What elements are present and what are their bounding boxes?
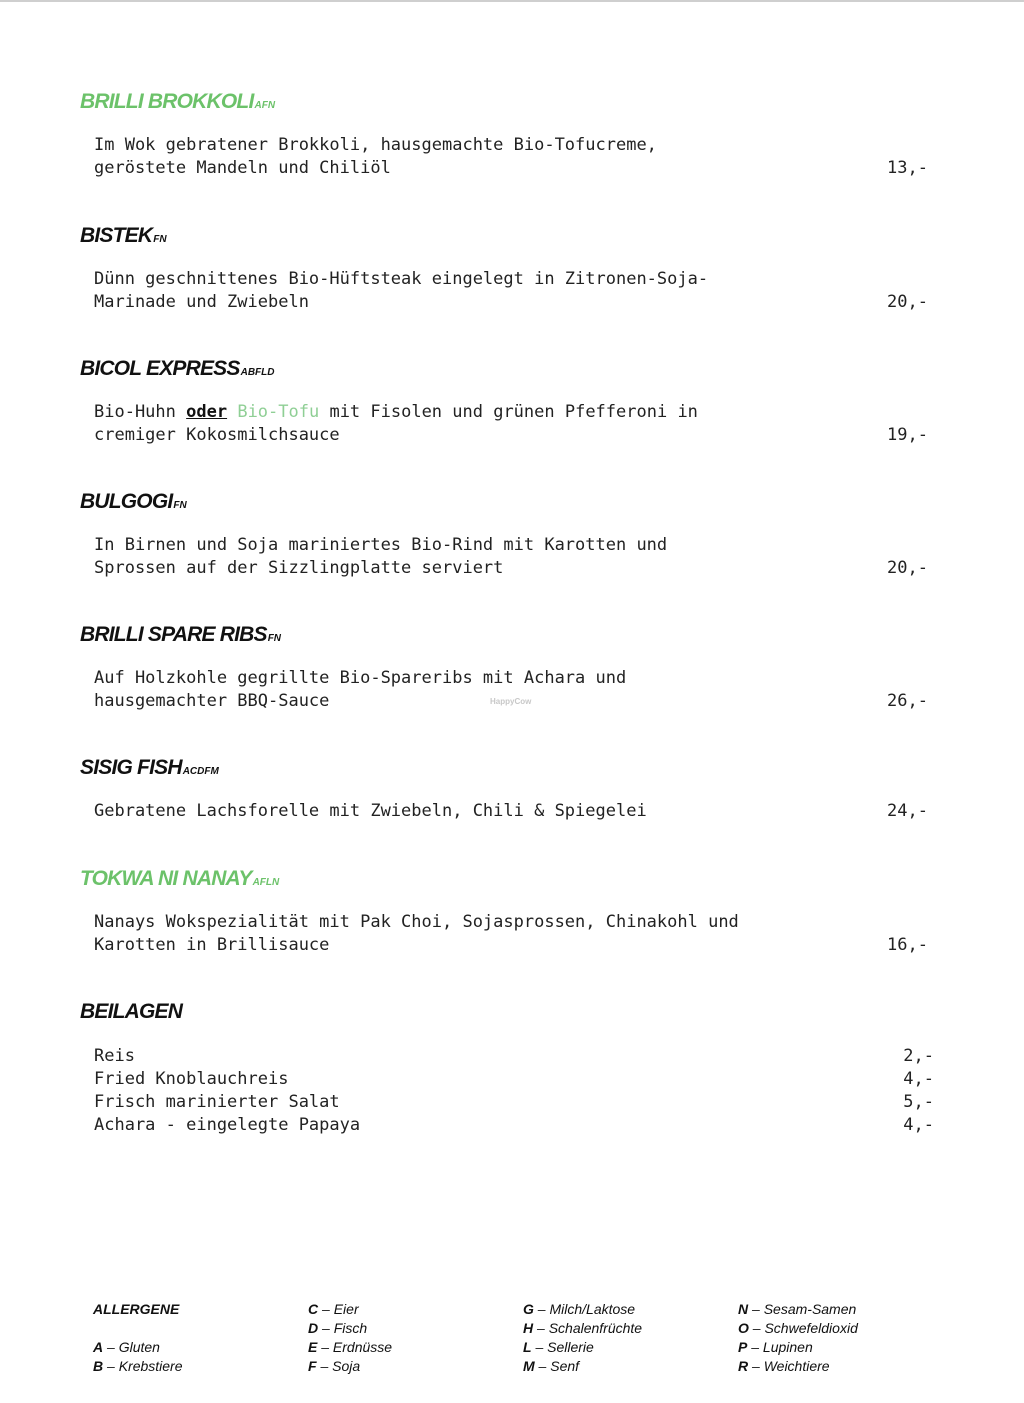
allergen-name: Sellerie: [547, 1339, 594, 1355]
allergen-letter: C: [308, 1301, 319, 1317]
allergen-name: Senf: [550, 1358, 580, 1374]
sides-list: [94, 1045, 934, 1137]
allergen-letter: F: [308, 1358, 317, 1374]
happycow-watermark: HappyCow: [490, 697, 532, 706]
allergen-item: O – Schwefeldioxid: [738, 1320, 858, 1336]
allergen-letter: H: [523, 1320, 534, 1336]
top-border: [0, 0, 1024, 2]
dish-name: BULGOGI: [80, 490, 173, 513]
dish-name: BRILLI SPARE RIBS: [80, 623, 267, 646]
allergen-name: Schwefeldioxid: [764, 1320, 858, 1336]
allergen-name: Weichtiere: [763, 1358, 830, 1374]
allergen-code: AFN: [254, 100, 276, 111]
dish-name: BISTEK: [80, 224, 153, 247]
allergen-letter: L: [523, 1339, 532, 1355]
allergen-letter: M: [523, 1358, 535, 1374]
side-item: [94, 1068, 934, 1091]
allergen-letter: B: [93, 1358, 104, 1374]
allergen-heading: ALLERGENE: [93, 1301, 180, 1317]
allergen-item: R – Weichtiere: [738, 1358, 830, 1374]
allergen-name: Soja: [332, 1358, 361, 1374]
allergen-code: ACDFM: [182, 766, 219, 777]
dish-description: Im Wok gebratener Brokkoli, hausgemachte Bio-Tofucreme, geröstete Mandeln und Chiliöl: [94, 135, 657, 178]
dish-price: 13,-: [887, 158, 928, 178]
allergen-name: Krebstiere: [118, 1358, 183, 1374]
allergen-item: A – Gluten: [93, 1339, 160, 1355]
dish-description: Auf Holzkohle gegrillte Bio-Spareribs mit Achara und hausgemachter BBQ-Sauce: [94, 668, 627, 711]
dish-name: TOKWA NI NANAY: [80, 867, 252, 890]
menu-item-bistek: [80, 224, 940, 314]
side-price: 2,-: [903, 1046, 934, 1066]
desc-part: Bio-Huhn: [94, 402, 187, 422]
allergen-name: Eier: [333, 1301, 359, 1317]
allergen-letter: D: [308, 1320, 319, 1336]
allergen-letter: G: [523, 1301, 534, 1317]
allergen-item: N – Sesam-Samen: [738, 1301, 857, 1317]
allergen-letter: O: [738, 1320, 749, 1336]
allergen-name: Lupinen: [762, 1339, 813, 1355]
dish-description: Dünn geschnittenes Bio-Hüftsteak eingelegt in Zitronen-Soja- Marinade und Zwiebeln: [94, 269, 709, 312]
dish-description: Nanays Wokspezialität mit Pak Choi, Sojasprossen, Chinakohl und Karotten in Brillisauce: [94, 912, 739, 955]
menu-item-tokwa-ni-nanay: [80, 867, 940, 957]
desc-part: mit Fisolen und grünen Pfefferoni in cremiger Kokosmilchsauce: [94, 402, 698, 445]
side-price: 4,-: [903, 1069, 934, 1089]
sides-title: BEILAGEN: [80, 1000, 183, 1023]
allergen-code: FN: [153, 234, 167, 245]
dish-price: 26,-: [887, 691, 928, 711]
allergen-item: M – Senf: [523, 1358, 580, 1374]
menu-item-sisig-fish: [80, 756, 940, 823]
dish-description: Gebratene Lachsforelle mit Zwiebeln, Chili & Spiegelei: [94, 801, 647, 821]
dish-price: 24,-: [887, 801, 928, 821]
side-name: Achara - eingelegte Papaya: [94, 1115, 361, 1135]
allergen-letter: P: [738, 1339, 748, 1355]
side-item: [94, 1091, 934, 1114]
allergen-name: Fisch: [333, 1320, 368, 1336]
allergen-item: F – Soja: [308, 1358, 361, 1374]
allergen-letter: R: [738, 1358, 749, 1374]
dish-price: 19,-: [887, 425, 928, 445]
allergen-item: D – Fisch: [308, 1320, 368, 1336]
dish-name: SISIG FISH: [80, 756, 182, 779]
allergen-code: ABFLD: [240, 367, 275, 378]
dish-price: 20,-: [887, 292, 928, 312]
allergen-code: FN: [267, 633, 282, 644]
dish-description: [94, 401, 854, 447]
dish-title: [80, 490, 940, 514]
allergen-item: B – Krebstiere: [93, 1358, 183, 1374]
allergen-name: Gluten: [118, 1339, 160, 1355]
allergen-letter: N: [738, 1301, 749, 1317]
allergen-code: AFLN: [252, 877, 280, 888]
allergen-name: Milch/Laktose: [549, 1301, 636, 1317]
dish-title: [80, 90, 940, 114]
dish-title: [80, 756, 940, 780]
allergen-name: Sesam-Samen: [763, 1301, 857, 1317]
side-name: Reis: [94, 1046, 135, 1066]
sides-section: [80, 1000, 940, 1024]
allergen-spacer: [93, 1319, 303, 1338]
desc-part: [227, 402, 237, 422]
dish-name: BRILLI BROKKOLI: [80, 90, 254, 113]
allergen-name: Schalenfrüchte: [548, 1320, 643, 1336]
dish-price: 20,-: [887, 558, 928, 578]
allergen-item: L – Sellerie: [523, 1339, 594, 1355]
dish-title: [80, 867, 940, 891]
menu-item-bicol-express: [80, 357, 940, 447]
dish-title: [80, 224, 940, 248]
desc-tofu-highlight: Bio-Tofu: [237, 402, 320, 422]
allergen-item: C – Eier: [308, 1301, 359, 1317]
side-price: 5,-: [903, 1092, 934, 1112]
dish-price: 16,-: [887, 935, 928, 955]
allergen-letter: E: [308, 1339, 318, 1355]
dish-description: In Birnen und Soja mariniertes Bio-Rind mit Karotten und Sprossen auf der Sizzlingplatte serviert: [94, 535, 668, 578]
side-item: [94, 1045, 934, 1068]
allergen-code: FN: [173, 500, 187, 511]
allergen-letter: A: [93, 1339, 104, 1355]
menu-item-brilli-brokkoli: [80, 90, 940, 180]
side-name: Fried Knoblauchreis: [94, 1069, 289, 1089]
side-price: 4,-: [903, 1115, 934, 1135]
dish-title: [80, 357, 940, 381]
side-name: Frisch marinierter Salat: [94, 1092, 340, 1112]
desc-oder-emphasis: oder: [186, 402, 228, 422]
allergen-name: Erdnüsse: [332, 1339, 393, 1355]
allergen-item: P – Lupinen: [738, 1339, 813, 1355]
allergen-item: E – Erdnüsse: [308, 1339, 393, 1355]
dish-title: [80, 623, 940, 647]
allergen-item: H – Schalenfrüchte: [523, 1320, 643, 1336]
side-item: [94, 1114, 934, 1137]
menu-item-bulgogi: [80, 490, 940, 580]
allergen-item: G – Milch/Laktose: [523, 1301, 636, 1317]
dish-name: BICOL EXPRESS: [80, 357, 240, 380]
